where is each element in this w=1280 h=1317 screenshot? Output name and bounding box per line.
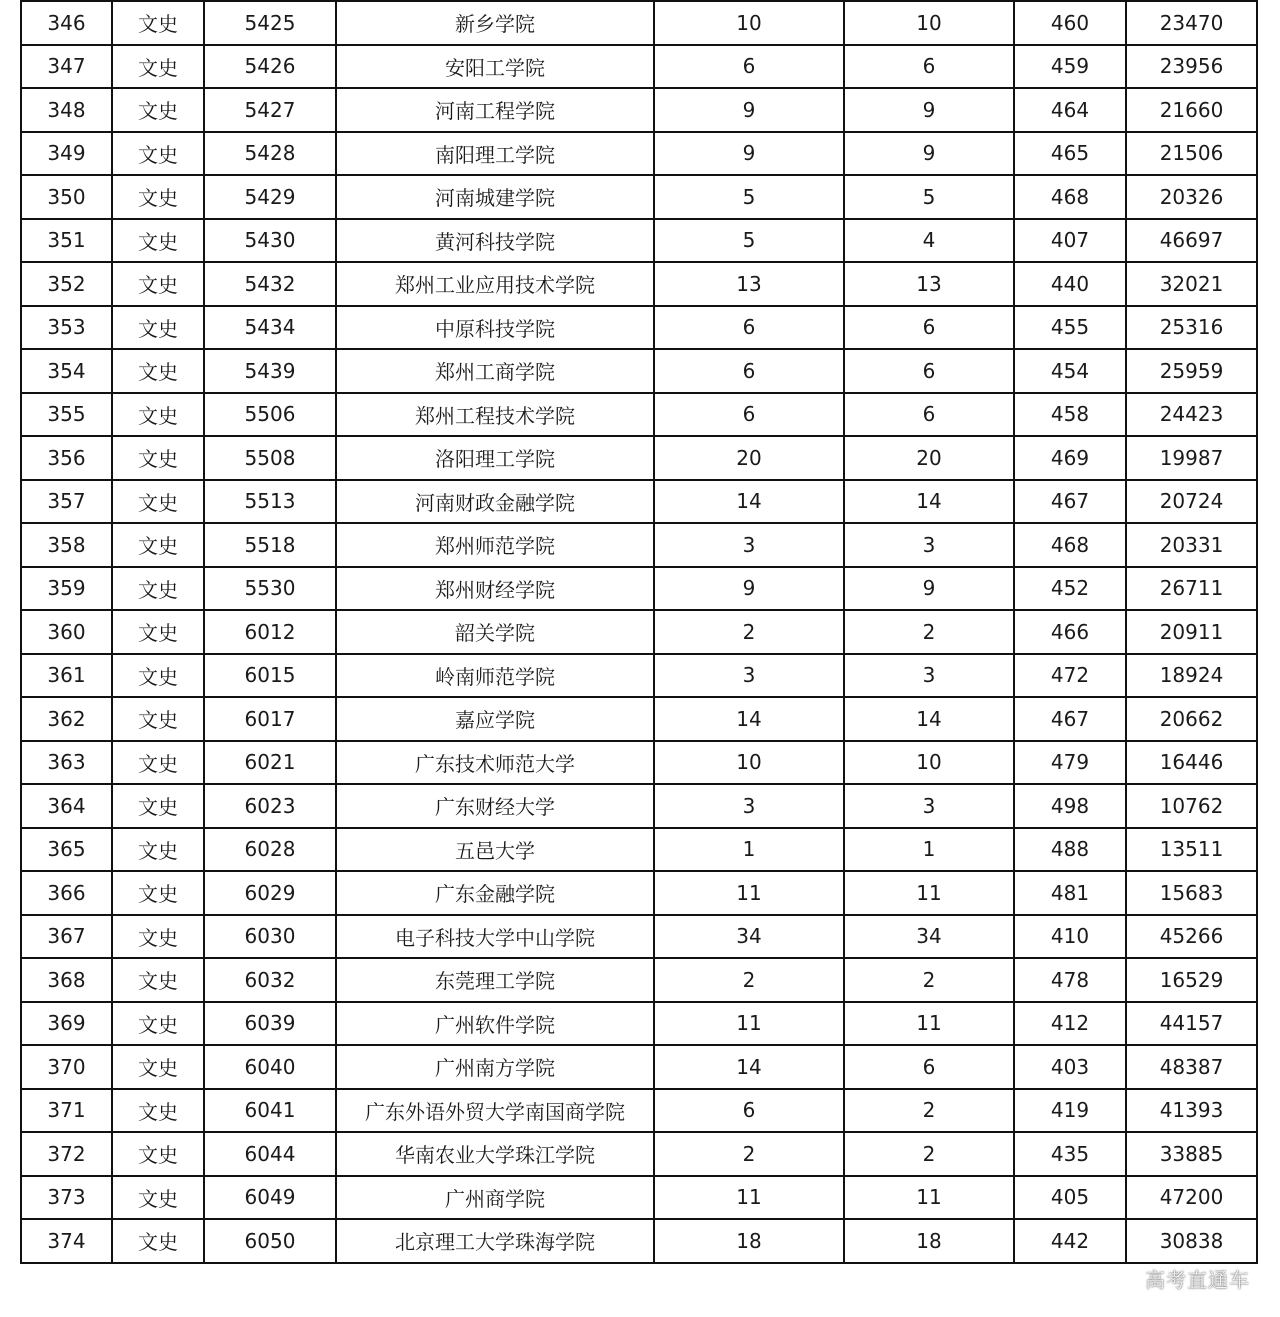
min-score-cell: 468 [1014, 523, 1126, 567]
table-row [21, 784, 1257, 828]
plan-count-cell: 14 [654, 697, 844, 741]
row-number-cell: 351 [21, 219, 112, 263]
min-rank-cell: 32021 [1126, 262, 1257, 306]
category-cell: 文史 [112, 697, 204, 741]
plan-count-cell: 14 [654, 480, 844, 524]
school-name-cell: 河南财政金融学院 [336, 480, 654, 524]
min-rank-cell: 18924 [1126, 654, 1257, 698]
admitted-count-cell: 5 [844, 175, 1014, 219]
table-row [21, 1002, 1257, 1046]
plan-count-cell: 1 [654, 828, 844, 872]
row-number-cell: 364 [21, 784, 112, 828]
min-score-cell: 435 [1014, 1132, 1126, 1176]
school-name-cell: 郑州工程技术学院 [336, 393, 654, 437]
admitted-count-cell: 11 [844, 1176, 1014, 1220]
admitted-count-cell: 11 [844, 1002, 1014, 1046]
category-cell: 文史 [112, 523, 204, 567]
min-score-cell: 403 [1014, 1045, 1126, 1089]
min-score-cell: 481 [1014, 871, 1126, 915]
admitted-count-cell: 2 [844, 610, 1014, 654]
admitted-count-cell: 3 [844, 784, 1014, 828]
school-name-cell: 郑州工商学院 [336, 349, 654, 393]
category-cell: 文史 [112, 45, 204, 89]
school-code-cell: 6040 [204, 1045, 336, 1089]
min-score-cell: 472 [1014, 654, 1126, 698]
min-score-cell: 440 [1014, 262, 1126, 306]
table-row [21, 480, 1257, 524]
row-number-cell: 371 [21, 1089, 112, 1133]
table-row [21, 88, 1257, 132]
category-cell: 文史 [112, 262, 204, 306]
school-code-cell: 5508 [204, 436, 336, 480]
school-code-cell: 5434 [204, 306, 336, 350]
school-name-cell: 华南农业大学珠江学院 [336, 1132, 654, 1176]
school-code-cell: 5427 [204, 88, 336, 132]
row-number-cell: 354 [21, 349, 112, 393]
plan-count-cell: 11 [654, 1002, 844, 1046]
category-cell: 文史 [112, 784, 204, 828]
min-rank-cell: 25316 [1126, 306, 1257, 350]
row-number-cell: 347 [21, 45, 112, 89]
school-name-cell: 广州南方学院 [336, 1045, 654, 1089]
table-row [21, 262, 1257, 306]
category-cell: 文史 [112, 393, 204, 437]
admitted-count-cell: 4 [844, 219, 1014, 263]
plan-count-cell: 20 [654, 436, 844, 480]
admitted-count-cell: 6 [844, 45, 1014, 89]
category-cell: 文史 [112, 610, 204, 654]
table-row [21, 175, 1257, 219]
table-row [21, 306, 1257, 350]
table-row [21, 741, 1257, 785]
school-name-cell: 五邑大学 [336, 828, 654, 872]
school-name-cell: 东莞理工学院 [336, 958, 654, 1002]
table-row [21, 1132, 1257, 1176]
row-number-cell: 363 [21, 741, 112, 785]
school-name-cell: 电子科技大学中山学院 [336, 915, 654, 959]
school-code-cell: 5425 [204, 1, 336, 45]
table-row [21, 697, 1257, 741]
min-rank-cell: 45266 [1126, 915, 1257, 959]
school-name-cell: 广州商学院 [336, 1176, 654, 1220]
school-code-cell: 6017 [204, 697, 336, 741]
min-rank-cell: 25959 [1126, 349, 1257, 393]
row-number-cell: 373 [21, 1176, 112, 1220]
watermark-text: 高考直通车 [1145, 1268, 1250, 1292]
table-row [21, 132, 1257, 176]
school-name-cell: 郑州师范学院 [336, 523, 654, 567]
category-cell: 文史 [112, 1132, 204, 1176]
admitted-count-cell: 18 [844, 1219, 1014, 1263]
school-code-cell: 5518 [204, 523, 336, 567]
table-row [21, 610, 1257, 654]
plan-count-cell: 6 [654, 349, 844, 393]
school-code-cell: 5429 [204, 175, 336, 219]
admitted-count-cell: 6 [844, 1045, 1014, 1089]
school-name-cell: 南阳理工学院 [336, 132, 654, 176]
school-code-cell: 6049 [204, 1176, 336, 1220]
min-rank-cell: 19987 [1126, 436, 1257, 480]
table-row [21, 654, 1257, 698]
category-cell: 文史 [112, 88, 204, 132]
admitted-count-cell: 2 [844, 1132, 1014, 1176]
min-rank-cell: 20662 [1126, 697, 1257, 741]
min-score-cell: 467 [1014, 480, 1126, 524]
min-score-cell: 488 [1014, 828, 1126, 872]
category-cell: 文史 [112, 1002, 204, 1046]
min-score-cell: 458 [1014, 393, 1126, 437]
school-code-cell: 6015 [204, 654, 336, 698]
table-row [21, 436, 1257, 480]
min-rank-cell: 47200 [1126, 1176, 1257, 1220]
row-number-cell: 372 [21, 1132, 112, 1176]
admitted-count-cell: 14 [844, 480, 1014, 524]
admitted-count-cell: 3 [844, 523, 1014, 567]
plan-count-cell: 2 [654, 1132, 844, 1176]
admitted-count-cell: 9 [844, 132, 1014, 176]
admitted-count-cell: 2 [844, 958, 1014, 1002]
admitted-count-cell: 10 [844, 1, 1014, 45]
plan-count-cell: 11 [654, 871, 844, 915]
min-score-cell: 467 [1014, 697, 1126, 741]
min-score-cell: 469 [1014, 436, 1126, 480]
min-score-cell: 468 [1014, 175, 1126, 219]
min-rank-cell: 23956 [1126, 45, 1257, 89]
min-score-cell: 460 [1014, 1, 1126, 45]
plan-count-cell: 6 [654, 393, 844, 437]
plan-count-cell: 34 [654, 915, 844, 959]
category-cell: 文史 [112, 1176, 204, 1220]
category-cell: 文史 [112, 132, 204, 176]
school-name-cell: 洛阳理工学院 [336, 436, 654, 480]
plan-count-cell: 3 [654, 523, 844, 567]
admitted-count-cell: 34 [844, 915, 1014, 959]
table-row [21, 349, 1257, 393]
school-code-cell: 5439 [204, 349, 336, 393]
admitted-count-cell: 2 [844, 1089, 1014, 1133]
admitted-count-cell: 6 [844, 349, 1014, 393]
school-code-cell: 6041 [204, 1089, 336, 1133]
table-row [21, 958, 1257, 1002]
min-score-cell: 442 [1014, 1219, 1126, 1263]
admitted-count-cell: 6 [844, 306, 1014, 350]
school-name-cell: 郑州工业应用技术学院 [336, 262, 654, 306]
category-cell: 文史 [112, 567, 204, 611]
min-rank-cell: 21660 [1126, 88, 1257, 132]
plan-count-cell: 10 [654, 1, 844, 45]
table-row [21, 915, 1257, 959]
admitted-count-cell: 9 [844, 88, 1014, 132]
school-name-cell: 黄河科技学院 [336, 219, 654, 263]
min-score-cell: 407 [1014, 219, 1126, 263]
plan-count-cell: 3 [654, 784, 844, 828]
category-cell: 文史 [112, 480, 204, 524]
min-score-cell: 466 [1014, 610, 1126, 654]
school-code-cell: 5432 [204, 262, 336, 306]
admitted-count-cell: 20 [844, 436, 1014, 480]
min-rank-cell: 21506 [1126, 132, 1257, 176]
min-rank-cell: 16529 [1126, 958, 1257, 1002]
school-code-cell: 6012 [204, 610, 336, 654]
min-score-cell: 410 [1014, 915, 1126, 959]
plan-count-cell: 6 [654, 1089, 844, 1133]
school-name-cell: 嘉应学院 [336, 697, 654, 741]
min-score-cell: 478 [1014, 958, 1126, 1002]
school-code-cell: 6023 [204, 784, 336, 828]
min-rank-cell: 20724 [1126, 480, 1257, 524]
min-score-cell: 454 [1014, 349, 1126, 393]
row-number-cell: 367 [21, 915, 112, 959]
min-score-cell: 455 [1014, 306, 1126, 350]
row-number-cell: 362 [21, 697, 112, 741]
row-number-cell: 349 [21, 132, 112, 176]
table-row [21, 1, 1257, 45]
school-code-cell: 5506 [204, 393, 336, 437]
row-number-cell: 359 [21, 567, 112, 611]
min-score-cell: 459 [1014, 45, 1126, 89]
category-cell: 文史 [112, 1219, 204, 1263]
min-score-cell: 464 [1014, 88, 1126, 132]
school-code-cell: 5426 [204, 45, 336, 89]
school-name-cell: 河南城建学院 [336, 175, 654, 219]
category-cell: 文史 [112, 871, 204, 915]
row-number-cell: 374 [21, 1219, 112, 1263]
plan-count-cell: 14 [654, 1045, 844, 1089]
min-score-cell: 465 [1014, 132, 1126, 176]
row-number-cell: 369 [21, 1002, 112, 1046]
table-row [21, 1045, 1257, 1089]
school-code-cell: 6029 [204, 871, 336, 915]
min-rank-cell: 30838 [1126, 1219, 1257, 1263]
min-score-cell: 419 [1014, 1089, 1126, 1133]
category-cell: 文史 [112, 219, 204, 263]
min-rank-cell: 24423 [1126, 393, 1257, 437]
school-name-cell: 河南工程学院 [336, 88, 654, 132]
school-code-cell: 5430 [204, 219, 336, 263]
row-number-cell: 366 [21, 871, 112, 915]
school-name-cell: 广州软件学院 [336, 1002, 654, 1046]
admitted-count-cell: 10 [844, 741, 1014, 785]
school-code-cell: 5428 [204, 132, 336, 176]
row-number-cell: 355 [21, 393, 112, 437]
school-name-cell: 广东金融学院 [336, 871, 654, 915]
school-name-cell: 广东技术师范大学 [336, 741, 654, 785]
plan-count-cell: 9 [654, 567, 844, 611]
admitted-count-cell: 14 [844, 697, 1014, 741]
category-cell: 文史 [112, 1, 204, 45]
min-score-cell: 405 [1014, 1176, 1126, 1220]
category-cell: 文史 [112, 828, 204, 872]
plan-count-cell: 18 [654, 1219, 844, 1263]
plan-count-cell: 5 [654, 175, 844, 219]
plan-count-cell: 2 [654, 610, 844, 654]
admission-table-container [20, 0, 1256, 1264]
min-score-cell: 452 [1014, 567, 1126, 611]
plan-count-cell: 13 [654, 262, 844, 306]
table-row [21, 219, 1257, 263]
school-name-cell: 北京理工大学珠海学院 [336, 1219, 654, 1263]
min-score-cell: 498 [1014, 784, 1126, 828]
admitted-count-cell: 11 [844, 871, 1014, 915]
min-rank-cell: 41393 [1126, 1089, 1257, 1133]
row-number-cell: 368 [21, 958, 112, 1002]
min-rank-cell: 15683 [1126, 871, 1257, 915]
row-number-cell: 357 [21, 480, 112, 524]
school-name-cell: 岭南师范学院 [336, 654, 654, 698]
plan-count-cell: 5 [654, 219, 844, 263]
row-number-cell: 370 [21, 1045, 112, 1089]
school-name-cell: 安阳工学院 [336, 45, 654, 89]
school-code-cell: 6050 [204, 1219, 336, 1263]
school-name-cell: 广东外语外贸大学南国商学院 [336, 1089, 654, 1133]
category-cell: 文史 [112, 175, 204, 219]
min-rank-cell: 20911 [1126, 610, 1257, 654]
min-score-cell: 412 [1014, 1002, 1126, 1046]
plan-count-cell: 2 [654, 958, 844, 1002]
table-row [21, 45, 1257, 89]
school-code-cell: 6044 [204, 1132, 336, 1176]
school-code-cell: 6028 [204, 828, 336, 872]
min-rank-cell: 44157 [1126, 1002, 1257, 1046]
row-number-cell: 352 [21, 262, 112, 306]
row-number-cell: 348 [21, 88, 112, 132]
row-number-cell: 353 [21, 306, 112, 350]
min-rank-cell: 10762 [1126, 784, 1257, 828]
min-rank-cell: 46697 [1126, 219, 1257, 263]
row-number-cell: 361 [21, 654, 112, 698]
school-name-cell: 新乡学院 [336, 1, 654, 45]
admitted-count-cell: 3 [844, 654, 1014, 698]
table-row [21, 567, 1257, 611]
school-code-cell: 5530 [204, 567, 336, 611]
min-score-cell: 479 [1014, 741, 1126, 785]
category-cell: 文史 [112, 436, 204, 480]
row-number-cell: 358 [21, 523, 112, 567]
category-cell: 文史 [112, 654, 204, 698]
category-cell: 文史 [112, 306, 204, 350]
admission-table [20, 0, 1258, 1264]
plan-count-cell: 6 [654, 306, 844, 350]
row-number-cell: 350 [21, 175, 112, 219]
school-name-cell: 中原科技学院 [336, 306, 654, 350]
category-cell: 文史 [112, 1089, 204, 1133]
table-row [21, 1089, 1257, 1133]
admitted-count-cell: 6 [844, 393, 1014, 437]
plan-count-cell: 9 [654, 88, 844, 132]
school-code-cell: 5513 [204, 480, 336, 524]
school-code-cell: 6039 [204, 1002, 336, 1046]
min-rank-cell: 13511 [1126, 828, 1257, 872]
min-rank-cell: 48387 [1126, 1045, 1257, 1089]
table-row [21, 393, 1257, 437]
category-cell: 文史 [112, 1045, 204, 1089]
min-rank-cell: 16446 [1126, 741, 1257, 785]
min-rank-cell: 33885 [1126, 1132, 1257, 1176]
admitted-count-cell: 13 [844, 262, 1014, 306]
table-row [21, 1176, 1257, 1220]
plan-count-cell: 6 [654, 45, 844, 89]
table-row [21, 1219, 1257, 1263]
category-cell: 文史 [112, 958, 204, 1002]
school-name-cell: 广东财经大学 [336, 784, 654, 828]
row-number-cell: 360 [21, 610, 112, 654]
table-body [21, 1, 1257, 1263]
admitted-count-cell: 9 [844, 567, 1014, 611]
category-cell: 文史 [112, 741, 204, 785]
table-row [21, 523, 1257, 567]
row-number-cell: 365 [21, 828, 112, 872]
school-code-cell: 6021 [204, 741, 336, 785]
category-cell: 文史 [112, 915, 204, 959]
admitted-count-cell: 1 [844, 828, 1014, 872]
row-number-cell: 356 [21, 436, 112, 480]
plan-count-cell: 3 [654, 654, 844, 698]
plan-count-cell: 10 [654, 741, 844, 785]
school-code-cell: 6030 [204, 915, 336, 959]
table-row [21, 828, 1257, 872]
row-number-cell: 346 [21, 1, 112, 45]
category-cell: 文史 [112, 349, 204, 393]
min-rank-cell: 26711 [1126, 567, 1257, 611]
school-name-cell: 韶关学院 [336, 610, 654, 654]
school-name-cell: 郑州财经学院 [336, 567, 654, 611]
min-rank-cell: 23470 [1126, 1, 1257, 45]
plan-count-cell: 9 [654, 132, 844, 176]
table-row [21, 871, 1257, 915]
min-rank-cell: 20326 [1126, 175, 1257, 219]
plan-count-cell: 11 [654, 1176, 844, 1220]
school-code-cell: 6032 [204, 958, 336, 1002]
min-rank-cell: 20331 [1126, 523, 1257, 567]
